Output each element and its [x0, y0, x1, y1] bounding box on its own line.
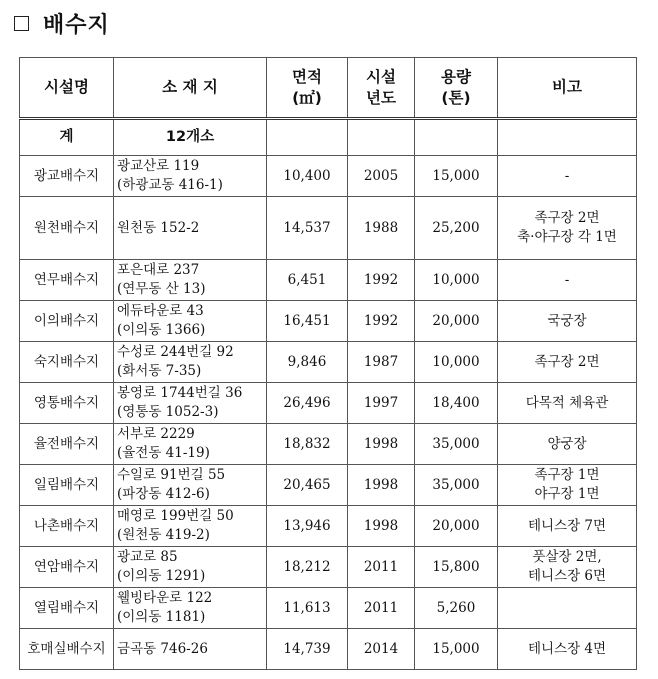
cell-year	[348, 156, 415, 197]
area-value: 16,451	[283, 312, 331, 329]
cell-year	[348, 260, 415, 301]
cell-area	[267, 629, 348, 670]
address-road: 봉영로 1744번길 36	[117, 385, 243, 401]
cell-note	[498, 465, 637, 506]
address-lot: (원천동 419-2)	[117, 527, 210, 543]
facility-name: 열림배수지	[33, 599, 100, 616]
address-lot: (이의동 1291)	[117, 568, 206, 584]
cell-location	[114, 588, 267, 629]
facility-name: 숙지배수지	[33, 353, 100, 370]
capacity-value: 25,200	[432, 219, 480, 236]
cell-area	[267, 342, 348, 383]
cell-capacity	[415, 465, 498, 506]
year-value: 1998	[363, 435, 399, 452]
cell-year	[348, 506, 415, 547]
cell-capacity	[415, 197, 498, 260]
cell-location	[114, 465, 267, 506]
total-label: 계	[20, 119, 114, 156]
table-row	[20, 506, 637, 547]
table-row	[20, 629, 637, 670]
cell-location	[114, 547, 267, 588]
facility-name: 원천배수지	[33, 219, 100, 236]
checkbox-square-icon	[14, 16, 29, 31]
address-road: 광교산로 119	[117, 158, 200, 174]
address-road: 원천동 152-2	[117, 219, 200, 236]
year-value: 2011	[363, 599, 399, 616]
facility-name: 연무배수지	[33, 271, 100, 288]
capacity-value: 15,800	[432, 558, 480, 575]
cell-capacity	[415, 301, 498, 342]
cell-year	[348, 629, 415, 670]
area-value: 14,739	[283, 640, 331, 657]
area-value: 6,451	[287, 271, 327, 288]
note-line1: 족구장 2면	[534, 353, 600, 370]
year-value: 1997	[363, 394, 399, 411]
facility-name: 이의배수지	[33, 312, 100, 329]
cell-note	[498, 301, 637, 342]
note-line1: 테니스장 7면	[527, 517, 607, 534]
header-area-line1: 면적	[292, 67, 322, 86]
capacity-value: 15,000	[432, 640, 480, 657]
cell-capacity	[415, 588, 498, 629]
cell-name	[20, 465, 114, 506]
address-lot: (연무동 산 13)	[117, 281, 206, 297]
cell-location	[114, 301, 267, 342]
header-area-line2: (㎡)	[292, 88, 322, 107]
cell-note	[498, 424, 637, 465]
address-lot: (영통동 1052-3)	[117, 404, 219, 420]
cell-area	[267, 424, 348, 465]
note-line1: 양궁장	[547, 435, 587, 452]
header-location: 소 재 지	[114, 58, 267, 119]
cell-name	[20, 547, 114, 588]
cell-name	[20, 588, 114, 629]
facility-name: 율전배수지	[33, 435, 100, 452]
table-row	[20, 342, 637, 383]
address-road: 수성로 244번길 92	[117, 344, 234, 360]
table-header-row	[20, 58, 637, 119]
cell-note	[498, 588, 637, 629]
table-row	[20, 383, 637, 424]
cell-area	[267, 301, 348, 342]
table-row	[20, 197, 637, 260]
note-line1: 테니스장 4면	[527, 640, 607, 657]
facility-name: 영통배수지	[33, 394, 100, 411]
cell-capacity	[415, 342, 498, 383]
section-heading	[14, 6, 110, 40]
note-line1: 국궁장	[547, 312, 587, 329]
address-lot: (화서동 7-35)	[117, 363, 202, 379]
capacity-value: 5,260	[436, 599, 476, 616]
cell-name	[20, 506, 114, 547]
cell-capacity	[415, 506, 498, 547]
cell-location	[114, 197, 267, 260]
cell-location	[114, 424, 267, 465]
capacity-value: 18,400	[432, 394, 480, 411]
area-value: 20,465	[283, 476, 331, 493]
cell-year	[348, 301, 415, 342]
total-count: 12개소	[114, 119, 267, 156]
area-value: 18,832	[283, 435, 331, 452]
area-value: 26,496	[283, 394, 331, 411]
cell-capacity	[415, 156, 498, 197]
address-road: 에듀타운로 43	[117, 303, 204, 319]
note-line1: 족구장 1면	[534, 467, 600, 483]
address-lot: (하광교동 416-1)	[117, 177, 223, 193]
address-road: 서부로 2229	[117, 426, 195, 442]
year-value: 2011	[363, 558, 399, 575]
cell-location	[114, 383, 267, 424]
facility-name: 일림배수지	[33, 476, 100, 493]
cell-capacity	[415, 383, 498, 424]
header-year-line1: 시설	[366, 67, 396, 86]
total-row	[20, 119, 637, 156]
cell-year	[348, 197, 415, 260]
header-year	[348, 58, 415, 119]
cell-area	[267, 156, 348, 197]
cell-capacity	[415, 629, 498, 670]
cell-name	[20, 301, 114, 342]
reservoir-table	[19, 57, 637, 670]
facility-name: 연암배수지	[33, 558, 100, 575]
area-value: 10,400	[283, 167, 331, 184]
facility-name: 나촌배수지	[33, 517, 100, 534]
note-line1: 풋살장 2면,	[532, 549, 602, 565]
header-year-line2: 년도	[366, 88, 396, 107]
cell-name	[20, 629, 114, 670]
table-row	[20, 301, 637, 342]
table-row	[20, 465, 637, 506]
section-title: 배수지	[43, 12, 110, 38]
address-road: 수일로 91번길 55	[117, 467, 226, 483]
capacity-value: 20,000	[432, 312, 480, 329]
header-capacity-line2: (톤)	[441, 88, 471, 107]
cell-location	[114, 629, 267, 670]
facility-name: 호매실배수지	[27, 640, 106, 657]
header-capacity	[415, 58, 498, 119]
cell-name	[20, 197, 114, 260]
header-capacity-line1: 용량	[441, 67, 471, 86]
cell-area	[267, 547, 348, 588]
note-line1: -	[564, 167, 570, 184]
cell-location	[114, 156, 267, 197]
total-empty-cell	[348, 119, 415, 156]
address-road: 웰빙타운로 122	[117, 590, 213, 606]
year-value: 1987	[363, 353, 399, 370]
cell-name	[20, 260, 114, 301]
cell-area	[267, 260, 348, 301]
table-row	[20, 260, 637, 301]
address-lot: (율전동 41-19)	[117, 445, 210, 461]
address-road: 광교로 85	[117, 549, 178, 565]
cell-note	[498, 547, 637, 588]
area-value: 13,946	[283, 517, 331, 534]
note-line1: -	[564, 271, 570, 288]
capacity-value: 10,000	[432, 353, 480, 370]
table-row	[20, 588, 637, 629]
year-value: 1998	[363, 517, 399, 534]
cell-note	[498, 260, 637, 301]
cell-year	[348, 342, 415, 383]
area-value: 11,613	[283, 599, 331, 616]
facility-name: 광교배수지	[33, 167, 100, 184]
cell-year	[348, 465, 415, 506]
cell-note	[498, 342, 637, 383]
address-road: 포은대로 237	[117, 262, 200, 278]
note-line1: 족구장 2면	[534, 210, 600, 226]
cell-location	[114, 342, 267, 383]
table-row	[20, 424, 637, 465]
table-row	[20, 156, 637, 197]
cell-name	[20, 156, 114, 197]
cell-year	[348, 588, 415, 629]
capacity-value: 15,000	[432, 167, 480, 184]
year-value: 2014	[363, 640, 399, 657]
cell-name	[20, 342, 114, 383]
cell-location	[114, 506, 267, 547]
capacity-value: 10,000	[432, 271, 480, 288]
cell-year	[348, 547, 415, 588]
year-value: 1992	[363, 271, 399, 288]
cell-year	[348, 383, 415, 424]
note-line2: 테니스장 6면	[527, 568, 607, 584]
note-line1: 다목적 체육관	[525, 394, 609, 411]
cell-note	[498, 629, 637, 670]
header-area	[267, 58, 348, 119]
cell-area	[267, 197, 348, 260]
cell-capacity	[415, 547, 498, 588]
capacity-value: 20,000	[432, 517, 480, 534]
year-value: 1998	[363, 476, 399, 493]
total-empty-cell	[415, 119, 498, 156]
cell-area	[267, 383, 348, 424]
header-note: 비고	[498, 58, 637, 119]
address-road: 매영로 199번길 50	[117, 508, 234, 524]
year-value: 2005	[363, 167, 399, 184]
cell-area	[267, 588, 348, 629]
cell-note	[498, 506, 637, 547]
address-lot: (파장동 412-6)	[117, 486, 210, 502]
table-row	[20, 547, 637, 588]
note-line2: 야구장 1면	[534, 486, 600, 502]
cell-capacity	[415, 260, 498, 301]
address-lot: (이의동 1366)	[117, 322, 206, 338]
cell-note	[498, 383, 637, 424]
cell-note	[498, 197, 637, 260]
year-value: 1988	[363, 219, 399, 236]
address-lot: (이의동 1181)	[117, 609, 206, 625]
total-empty-cell	[267, 119, 348, 156]
address-road: 금곡동 746-26	[117, 640, 208, 657]
cell-year	[348, 424, 415, 465]
cell-area	[267, 465, 348, 506]
area-value: 18,212	[283, 558, 331, 575]
cell-name	[20, 424, 114, 465]
capacity-value: 35,000	[432, 435, 480, 452]
note-line2: 축·야구장 각 1면	[517, 229, 617, 245]
cell-capacity	[415, 424, 498, 465]
area-value: 14,537	[283, 219, 331, 236]
header-name: 시설명	[20, 58, 114, 119]
capacity-value: 35,000	[432, 476, 480, 493]
cell-location	[114, 260, 267, 301]
total-empty-cell	[498, 119, 637, 156]
cell-note	[498, 156, 637, 197]
year-value: 1992	[363, 312, 399, 329]
cell-area	[267, 506, 348, 547]
cell-name	[20, 383, 114, 424]
area-value: 9,846	[287, 353, 327, 370]
